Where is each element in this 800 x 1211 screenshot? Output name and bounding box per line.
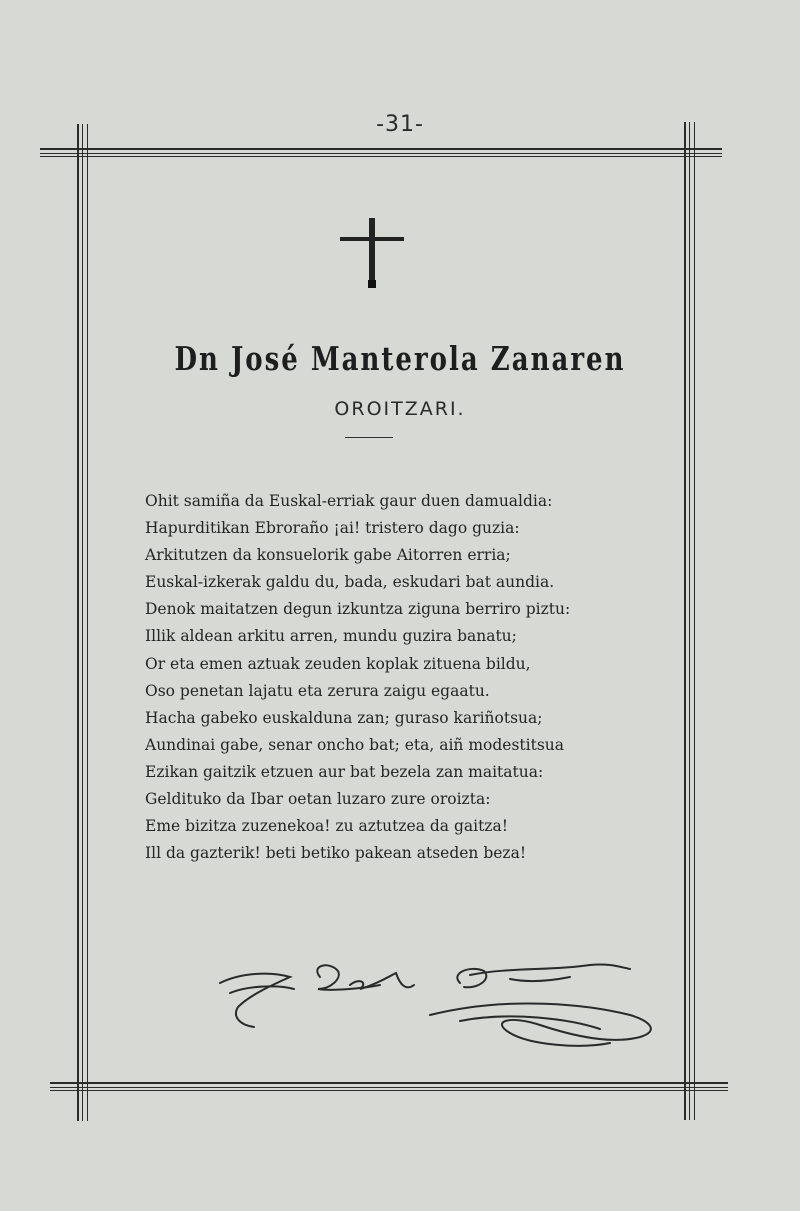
frame-left-line: [77, 124, 83, 1121]
poem-line: Arkitutzen da konsuelorik gabe Aitorren erria;: [145, 546, 511, 565]
poem-line: Illik aldean arkitu arren, mundu guzira banatu;: [145, 627, 517, 646]
frame-top-line: [40, 148, 722, 154]
frame-right-inner-line: [694, 122, 695, 1120]
poem-line: Hacha gabeko euskalduna zan; guraso kariñotsua;: [145, 708, 543, 727]
poem-line: Geldituko da Ibar oetan luzaro zure oroizta:: [145, 790, 491, 809]
signature-icon: [210, 955, 690, 1065]
poem-line: Or eta emen aztuak zeuden koplak zituena bildu,: [145, 654, 531, 673]
poem-line: Hapurditikan Ebroraño ¡ai! tristero dago guzia:: [145, 519, 520, 538]
poem-line: Denok maitatzen degun izkuntza ziguna berriro piztu:: [145, 600, 571, 619]
frame-top-inner-line: [40, 156, 722, 157]
title-rule: [345, 437, 393, 438]
page-title: Dn José Manterola Zanaren: [174, 341, 626, 379]
cross-icon: [340, 218, 404, 288]
poem: [145, 488, 645, 867]
poem-line: Eme bizitza zuzenekoa! zu aztutzea da gaitza!: [145, 817, 508, 836]
page-subtitle: OROITZARI.: [334, 398, 466, 420]
frame-bottom-line: [50, 1082, 728, 1088]
poem-line: Oso penetan lajatu eta zerura zaigu egaatu.: [145, 681, 490, 700]
frame-bottom-inner-line: [50, 1090, 728, 1091]
poem-line: Ezikan gaitzik etzuen aur bat bezela zan maitatua:: [145, 762, 544, 781]
poem-line: Ohit samiña da Euskal-erriak gaur duen damualdia:: [145, 492, 553, 510]
poem-line: Ill da gazterik! beti betiko pakean atseden beza!: [145, 844, 527, 863]
poem-line: Euskal-izkerak galdu du, bada, eskudari bat aundia.: [145, 573, 555, 592]
poem-line: Aundinai gabe, senar oncho bat; eta, aiñ modestitsua: [145, 735, 564, 754]
frame-left-inner-line: [87, 124, 88, 1121]
page-number: -31-: [376, 112, 424, 137]
